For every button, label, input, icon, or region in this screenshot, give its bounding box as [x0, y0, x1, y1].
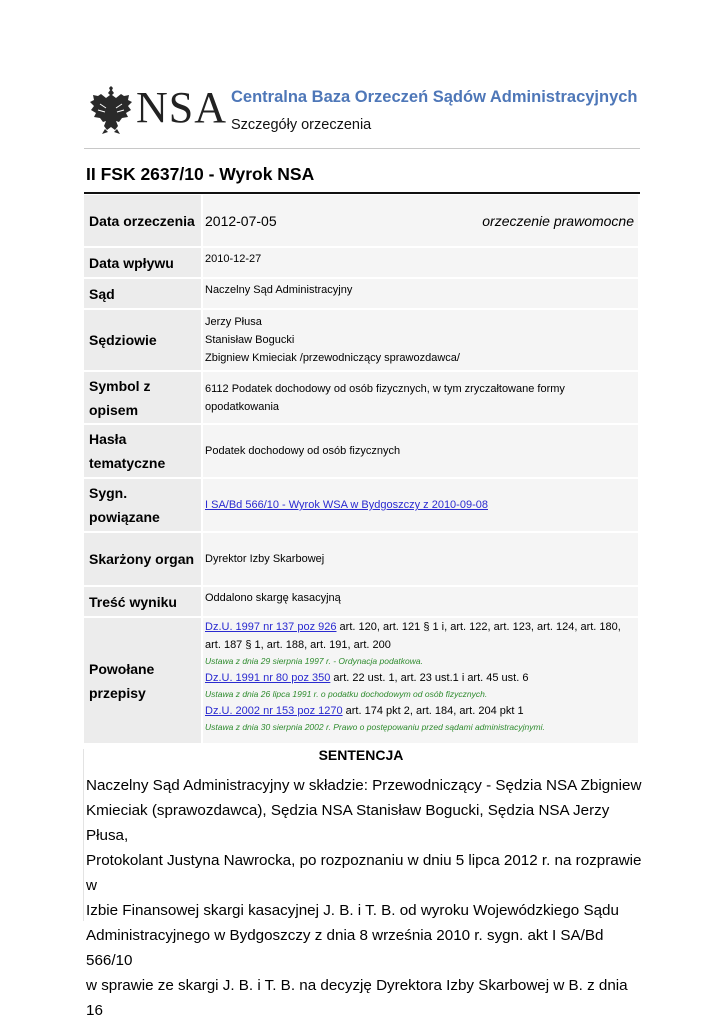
judges-label: Sędziowie [84, 309, 202, 371]
row-related [84, 478, 638, 532]
court-value: Naczelny Sąd Administracyjny [202, 278, 638, 309]
sentencja-line: Administracyjnego w Bydgoszczy z dnia 8 września 2010 r. sygn. akt I SA/Bd 566/10 [86, 927, 604, 969]
organ-label: Skarżony organ [84, 532, 202, 586]
sentencja-line: w sprawie ze skargi J. B. i T. B. na decyzję Dyrektora Izby Skarbowej w B. z dnia 16 [86, 977, 628, 1019]
date-value: 2012-07-05 [205, 212, 277, 229]
judge-item: Jerzy Płusa [205, 316, 262, 328]
sentencja-line: Kmieciak (sprawozdawca), Sędzia NSA Stanisław Bogucki, Sędzia NSA Jerzy Płusa, [86, 802, 610, 844]
symbol-value: 6112 Podatek dochodowy od osób fizycznych, w tym zryczałtowane formy opodatkowania [202, 371, 638, 424]
row-judges [84, 309, 638, 371]
row-result [84, 586, 638, 617]
receipt-value: 2010-12-27 [202, 247, 638, 278]
judge-item: Stanisław Bogucki [205, 334, 295, 346]
judge-item: Zbigniew Kmieciak /przewodniczący sprawozdawca/ [205, 352, 460, 364]
site-subtitle: Szczegóły orzeczenia [231, 117, 372, 133]
organ-value: Dyrektor Izby Skarbowej [202, 532, 638, 586]
judgment-details-table [84, 195, 638, 745]
date-status: orzeczenie prawomocne [482, 212, 634, 229]
eagle-emblem-icon [88, 86, 134, 136]
provisions-label: Powołane przepisy [84, 617, 202, 744]
related-case-link[interactable]: I SA/Bd 566/10 - Wyrok WSA w Bydgoszczy z 2010-09-08 [205, 499, 488, 511]
body-border [83, 749, 84, 921]
sentencja-heading: SENTENCJA [318, 747, 404, 763]
site-title[interactable]: Centralna Baza Orzeczeń Sądów Administracyjnych [231, 88, 638, 106]
sentencja-line: Protokolant Justyna Nawrocka, po rozpoznaniu w dniu 5 lipca 2012 r. na rozprawie w [86, 852, 642, 894]
provision-note: Ustawa z dnia 26 lipca 1991 r. o podatku dochodowym od osób fizycznych. [205, 689, 488, 699]
topics-label: Hasła tematyczne [84, 424, 202, 478]
row-organ [84, 532, 638, 586]
result-label: Treść wyniku [84, 586, 202, 617]
row-court [84, 278, 638, 309]
row-topics [84, 424, 638, 478]
nsa-logo[interactable] [88, 83, 228, 136]
receipt-label: Data wpływu [84, 247, 202, 278]
row-provisions [84, 617, 638, 744]
sentencja-line: Izbie Finansowej skargi kasacyjnej J. B. i T. B. od wyroku Wojewódzkiego Sądu [86, 902, 619, 919]
title-divider [84, 192, 640, 194]
result-value: Oddalono skargę kasacyjną [202, 586, 638, 617]
court-label: Sąd [84, 278, 202, 309]
provision-item [205, 702, 638, 735]
page-header [84, 82, 640, 149]
topics-value: Podatek dochodowy od osób fizycznych [202, 424, 638, 478]
provision-note: Ustawa z dnia 30 sierpnia 2002 r. Prawo o postępowaniu przed sądami administracyjnymi. [205, 722, 545, 732]
provision-articles: art. 174 pkt 2, art. 184, art. 204 pkt 1 [342, 705, 524, 717]
provision-articles: art. 120, art. 121 § 1 i, art. 122, art. 123, art. 124, art. 180, art. 187 § 1, art. 188, art. 191, art. 200 [205, 621, 621, 651]
sentencja-line: Naczelny Sąd Administracyjny w składzie: Przewodniczący - Sędzia NSA Zbigniew [86, 777, 642, 794]
provision-link[interactable]: Dz.U. 2002 nr 153 poz 1270 [205, 705, 343, 717]
row-receipt [84, 247, 638, 278]
provision-item [205, 618, 638, 669]
row-symbol [84, 371, 638, 424]
related-label: Sygn. powiązane [84, 478, 202, 532]
provision-item [205, 669, 638, 702]
provision-link[interactable]: Dz.U. 1991 nr 80 poz 350 [205, 672, 331, 684]
row-date [84, 195, 638, 247]
logo-text: NSA [136, 83, 228, 132]
provision-link[interactable]: Dz.U. 1997 nr 137 poz 926 [205, 621, 337, 633]
symbol-label: Symbol z opisem [84, 371, 202, 424]
date-label: Data orzeczenia [84, 195, 202, 247]
provision-articles: art. 22 ust. 1, art. 23 ust.1 i art. 45 ust. 6 [330, 672, 529, 684]
provision-note: Ustawa z dnia 29 sierpnia 1997 r. - Ordynacja podatkowa. [205, 656, 423, 666]
sentencja-body [86, 773, 642, 1023]
case-title: II FSK 2637/10 - Wyrok NSA [86, 164, 315, 184]
